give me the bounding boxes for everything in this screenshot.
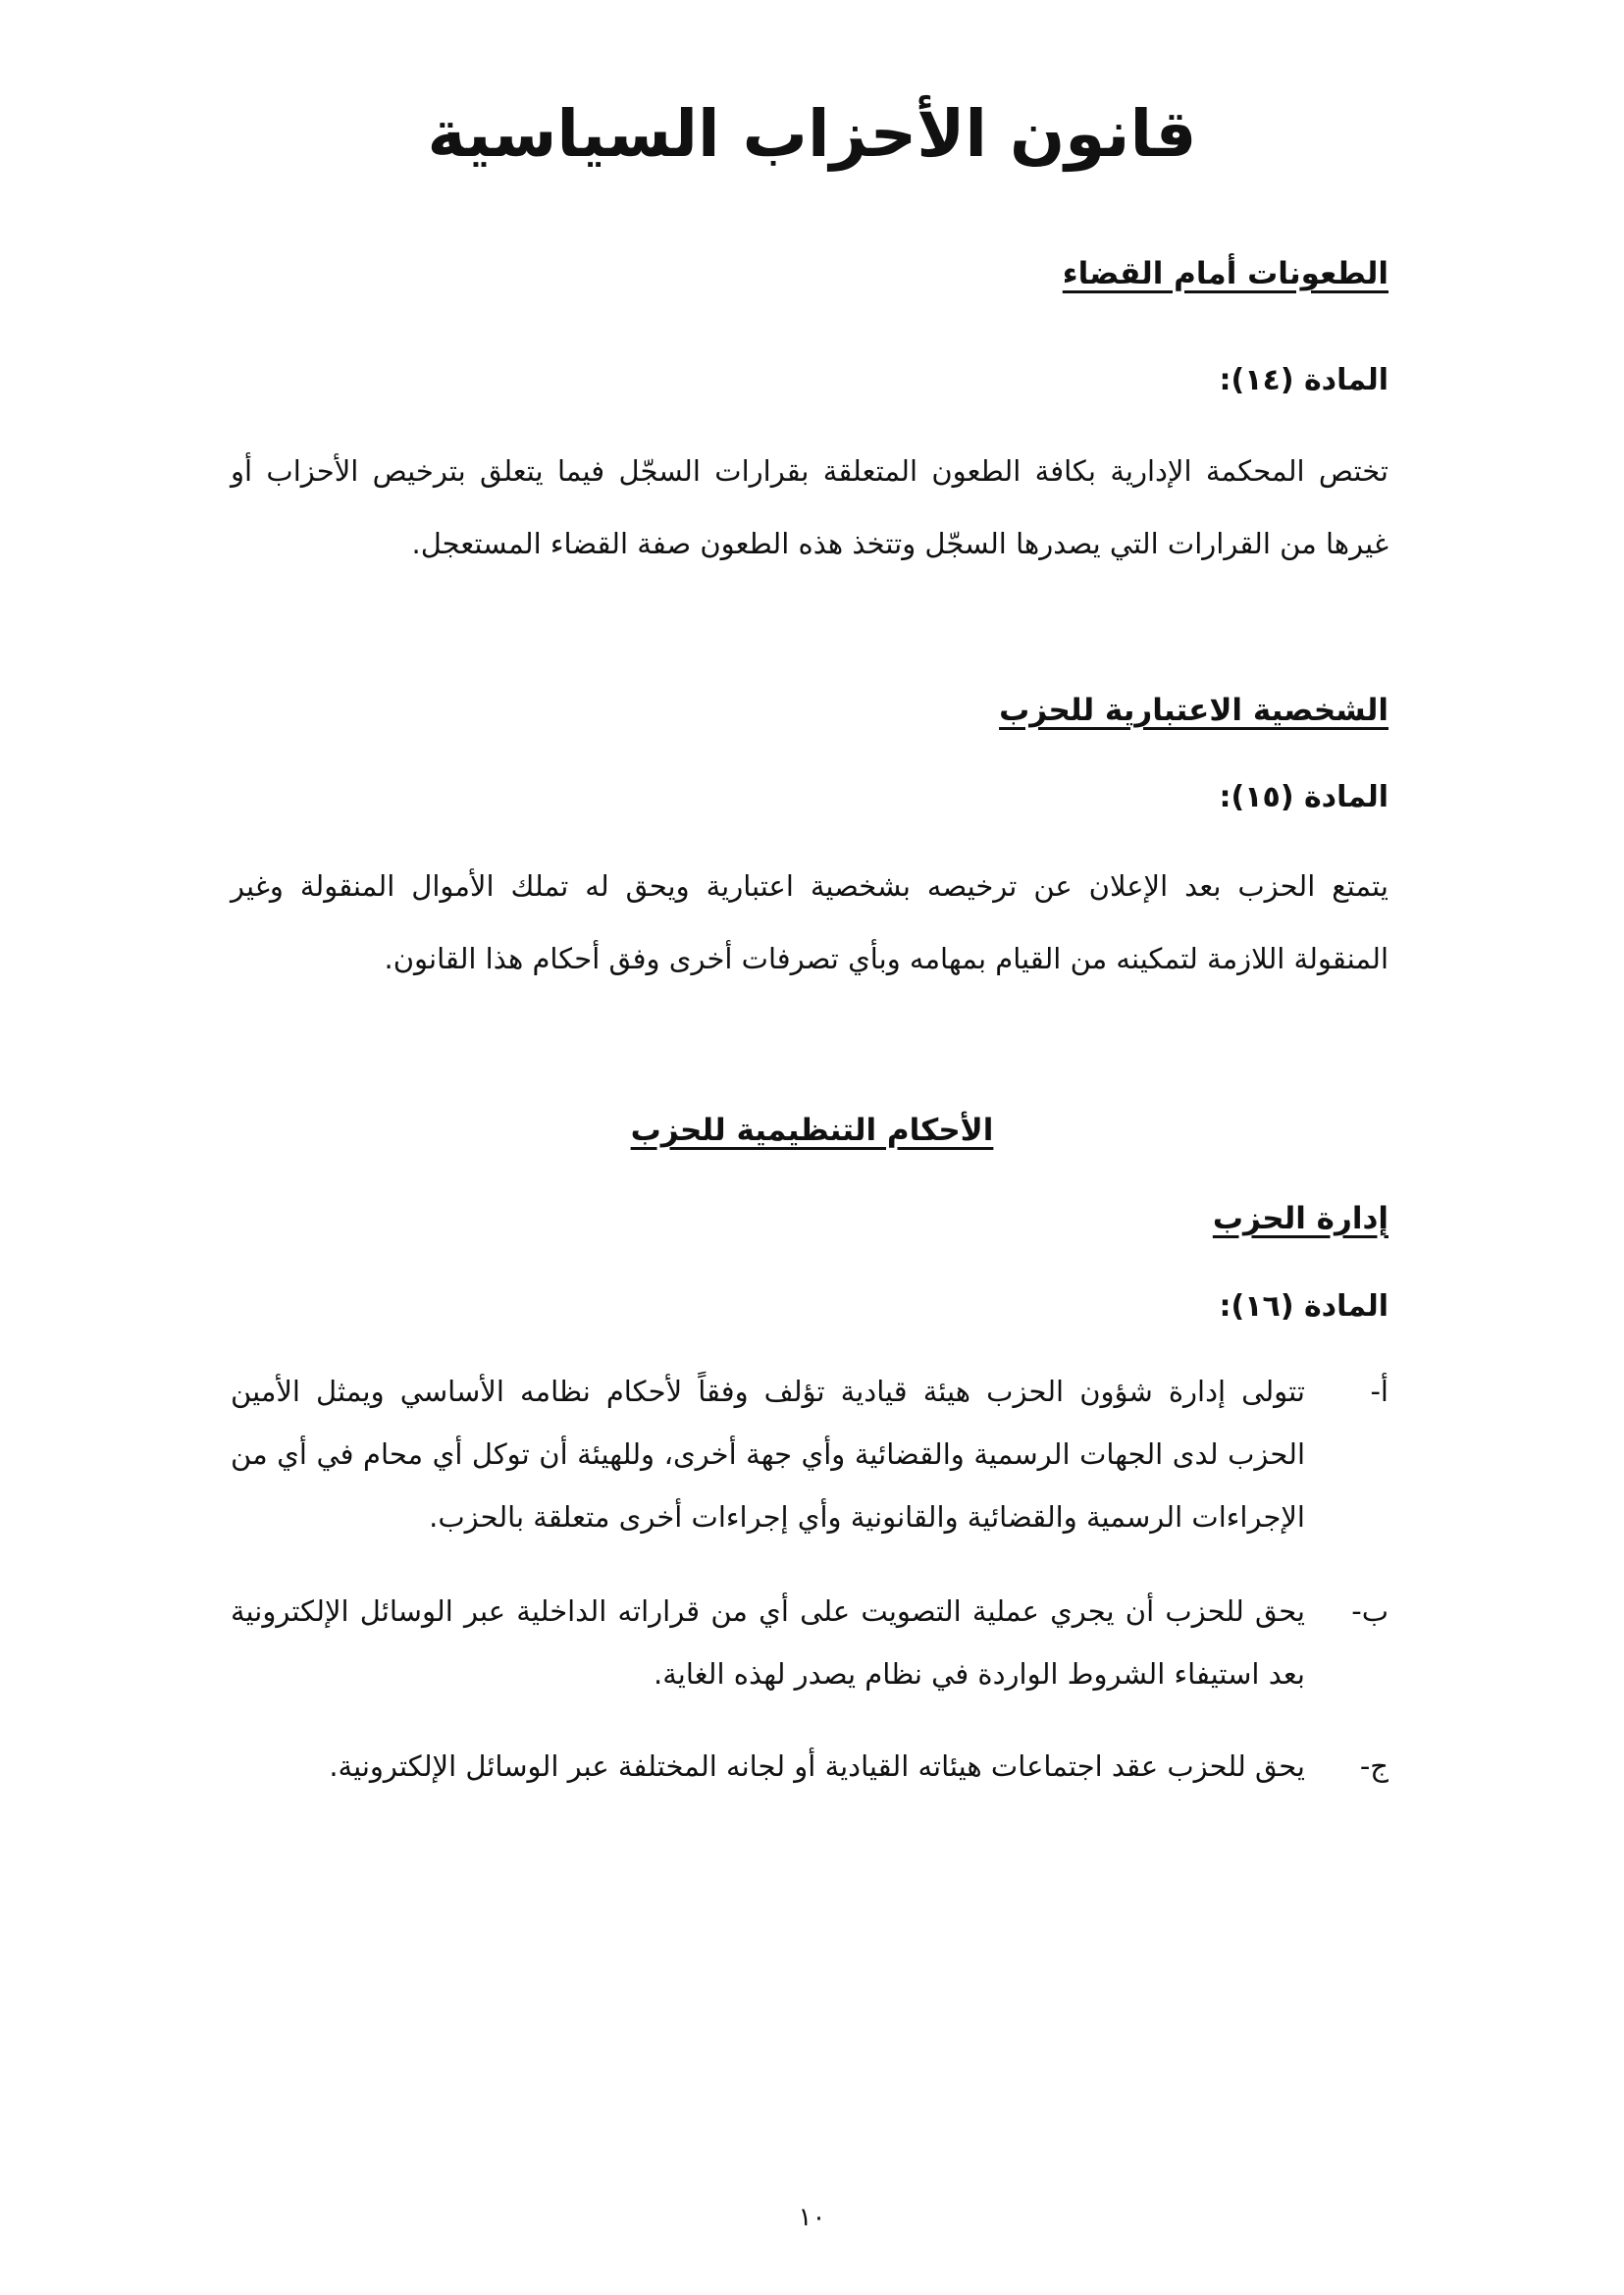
section-heading-appeals: الطعونات أمام القضاء	[1062, 256, 1388, 291]
subheading-party-administration: إدارة الحزب	[1212, 1201, 1388, 1236]
item-text: تتولى إدارة شؤون الحزب هيئة قيادية تؤلف وفقاً لأحكام نظامه الأساسي ويمثل الأمين الحزب لدى الجهات الرسمية والقضائية وأي جهة أخرى، وللهيئة أن توكل أي محام في أي من الإجراءات الرسمية والقضائية والقانونية وأي إجراءات أخرى متعلقة بالحزب.	[231, 1375, 1305, 1534]
item-marker: ج-	[1359, 1749, 1388, 1783]
item-text: يحق للحزب عقد اجتماعات هيئاته القيادية أو لجانه المختلفة عبر الوسائل الإلكترونية.	[329, 1749, 1305, 1783]
item-marker: أ-	[1370, 1375, 1388, 1408]
article-14-label: المادة (١٤):	[1219, 363, 1388, 397]
article-16-item-c	[231, 1735, 1388, 1798]
article-15-text: يتمتع الحزب بعد الإعلان عن ترخيصه بشخصية اعتبارية ويحق له تملك الأموال المنقولة وغير المنقولة اللازمة لتمكينه من القيام بمهامه وبأي تصرفات أخرى وفق أحكام هذا القانون.	[231, 869, 1388, 975]
article-16-label: المادة (١٦):	[1219, 1289, 1388, 1324]
page-number: ١٠	[798, 2203, 826, 2232]
article-16-item-b	[231, 1580, 1388, 1705]
article-15-label: المادة (١٥):	[1219, 780, 1388, 814]
article-14-text: تختص المحكمة الإدارية بكافة الطعون المتعلقة بقرارات السجّل فيما يتعلق بترخيص الأحزاب أو غيرها من القرارات التي يصدرها السجّل وتتخذ هذه الطعون صفة القضاء المستعجل.	[231, 454, 1388, 560]
item-text: يحق للحزب أن يجري عملية التصويت على أي من قراراته الداخلية عبر الوسائل الإلكترونية بعد استيفاء الشروط الواردة في نظام يصدر لهذه الغاية.	[231, 1594, 1305, 1691]
article-16-item-a	[231, 1360, 1388, 1548]
part-heading-organizational-provisions: الأحكام التنظيمية للحزب	[630, 1113, 994, 1148]
document-title: قانون الأحزاب السياسية	[427, 96, 1197, 172]
section-heading-legal-personality: الشخصية الاعتبارية للحزب	[999, 693, 1388, 728]
item-marker: ب-	[1351, 1594, 1388, 1628]
